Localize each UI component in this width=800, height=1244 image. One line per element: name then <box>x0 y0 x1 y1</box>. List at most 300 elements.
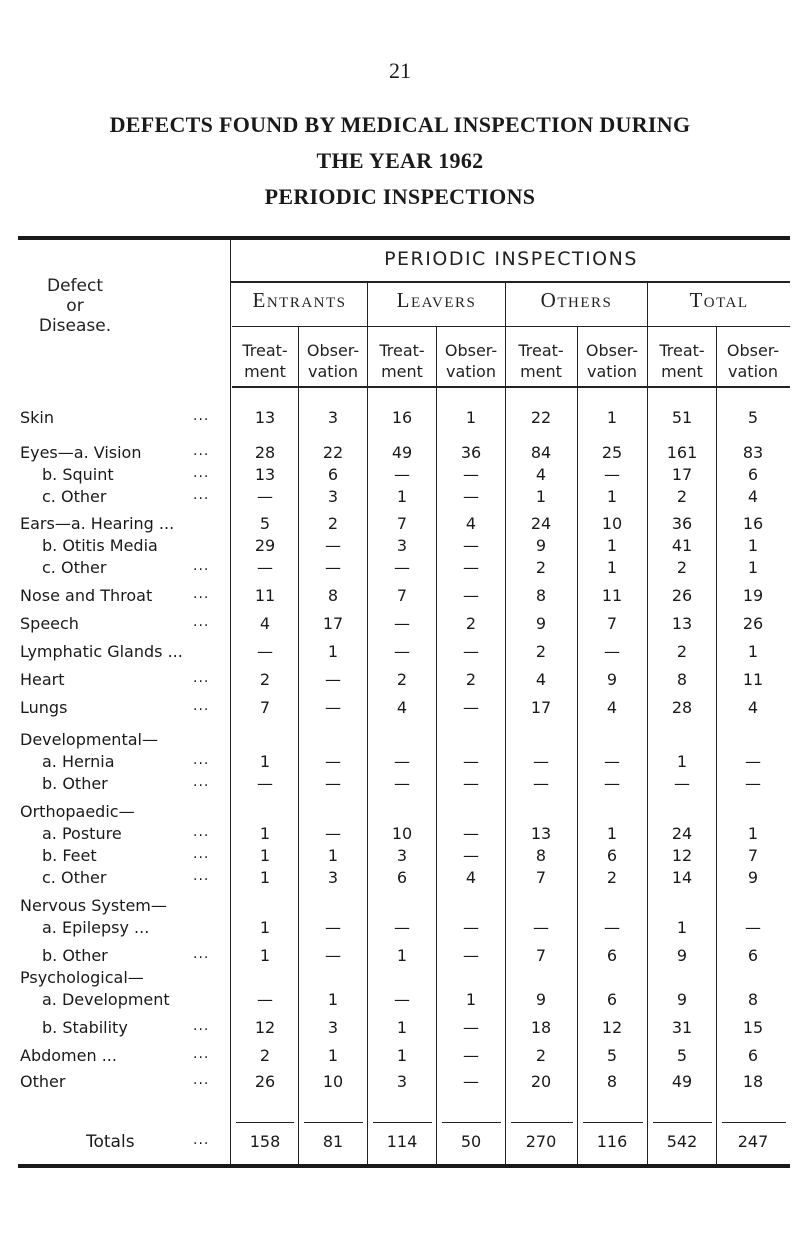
row-label: Abdomen ... <box>20 1046 117 1065</box>
table-cell: 1 <box>327 990 339 1009</box>
table-cell: 1 <box>747 642 759 661</box>
table-cell: — <box>533 918 549 937</box>
table-cell: 31 <box>671 1018 693 1037</box>
header-rule <box>230 281 790 283</box>
table-cell: — <box>394 642 410 661</box>
table-cell: 1 <box>259 846 271 865</box>
table-cell: — <box>394 614 410 633</box>
totals-label: Totals <box>86 1132 135 1152</box>
table-cell: 3 <box>327 1018 339 1037</box>
group-header-others: Others <box>540 288 613 312</box>
table-row <box>0 918 800 942</box>
table-cell: 9 <box>535 990 547 1009</box>
table-cell: 7 <box>606 614 618 633</box>
table-cell: — <box>463 824 479 843</box>
table-cell: 83 <box>742 443 764 462</box>
table-cell: 1 <box>259 946 271 965</box>
totals-cell: 542 <box>666 1132 698 1151</box>
table-cell: 51 <box>671 408 693 427</box>
table-cell: 4 <box>747 698 759 717</box>
table-section-heading <box>0 968 800 992</box>
table-cell: 10 <box>322 1072 344 1091</box>
table-cell: 1 <box>259 918 271 937</box>
subheader-observation <box>578 340 646 382</box>
totals-rule <box>653 1122 712 1123</box>
table-row <box>0 824 800 848</box>
table-cell: 1 <box>606 487 618 506</box>
table-row <box>0 846 800 870</box>
table-row <box>0 408 800 432</box>
leader-dots: ... <box>193 1046 210 1062</box>
leader-dots: ... <box>193 868 210 884</box>
table-row <box>0 487 800 511</box>
table-cell: 1 <box>606 536 618 555</box>
totals-cell: 247 <box>737 1132 769 1151</box>
row-label: a. Hernia <box>42 752 115 771</box>
table-cell: 5 <box>259 514 271 533</box>
table-cell: 1 <box>606 824 618 843</box>
table-row <box>0 670 800 694</box>
table-cell: 18 <box>530 1018 552 1037</box>
subheader-line: Treat- <box>379 341 425 360</box>
table-cell: 1 <box>396 946 408 965</box>
leader-dots: ... <box>193 465 210 481</box>
table-cell: 10 <box>601 514 623 533</box>
table-cell: 1 <box>259 824 271 843</box>
table-top-rule <box>18 236 790 240</box>
totals-cell: 270 <box>525 1132 557 1151</box>
table-cell: 1 <box>327 846 339 865</box>
leader-dots: ... <box>193 1072 210 1088</box>
subheader-observation <box>437 340 505 382</box>
totals-rule <box>583 1122 643 1123</box>
table-cell: 5 <box>606 1046 618 1065</box>
row-label: c. Other <box>42 558 107 577</box>
row-label: b. Other <box>42 774 108 793</box>
leader-dots: ... <box>193 946 210 962</box>
table-cell: 18 <box>742 1072 764 1091</box>
table-cell: 7 <box>396 586 408 605</box>
table-cell: 15 <box>742 1018 764 1037</box>
table-cell: 2 <box>535 558 547 577</box>
table-cell: 22 <box>530 408 552 427</box>
table-cell: 1 <box>259 752 271 771</box>
table-cell: 1 <box>606 408 618 427</box>
table-section-heading <box>0 730 800 754</box>
table-cell: 2 <box>465 670 477 689</box>
table-cell: 22 <box>322 443 344 462</box>
row-label: c. Other <box>42 487 107 506</box>
row-label: Nervous System— <box>20 896 167 915</box>
row-label: b. Squint <box>42 465 114 484</box>
subheader-line: vation <box>446 362 496 381</box>
table-row <box>0 698 800 722</box>
table-cell: — <box>325 752 341 771</box>
table-cell: 1 <box>747 536 759 555</box>
table-cell: 4 <box>396 698 408 717</box>
table-cell: — <box>463 1072 479 1091</box>
row-label: Developmental— <box>20 730 158 749</box>
table-cell: 7 <box>747 846 759 865</box>
row-label: Other <box>20 1072 66 1091</box>
defect-header-line: Defect <box>46 276 103 296</box>
table-cell: 9 <box>535 536 547 555</box>
defect-header-line: or <box>66 296 84 316</box>
title-line-1: DEFECTS FOUND BY MEDICAL INSPECTION DURING <box>109 112 691 137</box>
table-cell: — <box>533 774 549 793</box>
table-row <box>0 614 800 638</box>
row-label: c. Other <box>42 868 107 887</box>
table-cell: — <box>604 465 620 484</box>
totals-cell: 114 <box>386 1132 418 1151</box>
totals-rule <box>511 1122 573 1123</box>
table-cell: — <box>604 752 620 771</box>
table-cell: 36 <box>460 443 482 462</box>
row-label: Eyes—a. Vision <box>20 443 142 462</box>
table-cell: 28 <box>254 443 276 462</box>
table-cell: 3 <box>396 536 408 555</box>
table-cell: 2 <box>606 868 618 887</box>
table-cell: — <box>463 698 479 717</box>
table-cell: 26 <box>742 614 764 633</box>
table-cell: 2 <box>259 1046 271 1065</box>
row-label: a. Development <box>42 990 170 1009</box>
table-cell: 13 <box>671 614 693 633</box>
table-cell: 17 <box>322 614 344 633</box>
table-cell: — <box>533 752 549 771</box>
table-cell: — <box>394 918 410 937</box>
table-cell: 13 <box>254 408 276 427</box>
subheader-line: ment <box>520 362 562 381</box>
defect-header-line: Disease. <box>38 316 112 336</box>
table-row <box>0 1046 800 1070</box>
table-row <box>0 990 800 1014</box>
subheader-line: Obser- <box>444 341 498 360</box>
leader-dots: ... <box>193 487 210 503</box>
table-cell: — <box>463 846 479 865</box>
table-cell: — <box>325 946 341 965</box>
leader-dots: ... <box>193 670 210 686</box>
page-number: 21 <box>389 58 411 83</box>
table-row <box>0 1072 800 1096</box>
table-row <box>0 586 800 610</box>
totals-cell: 158 <box>249 1132 281 1151</box>
table-cell: 8 <box>327 586 339 605</box>
table-cell: 84 <box>530 443 552 462</box>
leader-dots: ... <box>193 1132 210 1148</box>
table-bottom-rule <box>18 1164 790 1168</box>
table-cell: — <box>257 774 273 793</box>
table-cell: 17 <box>530 698 552 717</box>
totals-row <box>0 1132 800 1156</box>
table-cell: 24 <box>530 514 552 533</box>
table-cell: — <box>463 946 479 965</box>
subheader-line: vation <box>587 362 637 381</box>
table-row <box>0 946 800 970</box>
table-cell: — <box>394 774 410 793</box>
table-cell: — <box>463 536 479 555</box>
table-cell: — <box>604 774 620 793</box>
table-cell: — <box>463 918 479 937</box>
leader-dots: ... <box>193 443 210 459</box>
subheader-line: vation <box>728 362 778 381</box>
table-cell: 16 <box>742 514 764 533</box>
leader-dots: ... <box>193 408 210 424</box>
table-section-heading <box>0 802 800 826</box>
row-label: Ears—a. Hearing ... <box>20 514 175 533</box>
table-cell: 1 <box>676 752 688 771</box>
table-cell: 3 <box>396 846 408 865</box>
table-cell: 6 <box>747 465 759 484</box>
header-rule <box>232 386 790 388</box>
table-cell: — <box>325 824 341 843</box>
table-cell: 8 <box>535 846 547 865</box>
table-cell: 1 <box>327 642 339 661</box>
row-label: b. Other <box>42 946 108 965</box>
table-cell: 1 <box>747 824 759 843</box>
table-row <box>0 774 800 798</box>
table-cell: 2 <box>535 1046 547 1065</box>
table-cell: 11 <box>254 586 276 605</box>
group-header-leavers: Leavers <box>396 288 477 312</box>
totals-rule <box>304 1122 363 1123</box>
table-cell: 4 <box>465 868 477 887</box>
row-label: Orthopaedic— <box>20 802 135 821</box>
leader-dots: ... <box>193 752 210 768</box>
table-cell: 10 <box>391 824 413 843</box>
table-cell: — <box>325 918 341 937</box>
table-row <box>0 868 800 892</box>
subheader-line: ment <box>244 362 286 381</box>
table-cell: — <box>257 642 273 661</box>
group-header-entrants: Entrants <box>252 288 347 312</box>
table-cell: — <box>257 487 273 506</box>
subheader-treatment <box>648 340 716 382</box>
table-cell: — <box>463 586 479 605</box>
subheader-treatment <box>231 340 299 382</box>
table-row <box>0 642 800 666</box>
table-cell: 9 <box>676 990 688 1009</box>
table-cell: — <box>463 642 479 661</box>
totals-cell: 116 <box>596 1132 628 1151</box>
totals-cell: 50 <box>460 1132 482 1151</box>
table-cell: 7 <box>396 514 408 533</box>
table-cell: 2 <box>676 642 688 661</box>
table-cell: — <box>394 465 410 484</box>
table-cell: 1 <box>465 408 477 427</box>
subheader-observation <box>299 340 367 382</box>
table-cell: — <box>325 698 341 717</box>
row-label: Psychological— <box>20 968 144 987</box>
table-cell: 1 <box>259 868 271 887</box>
table-cell: 26 <box>254 1072 276 1091</box>
table-cell: — <box>257 558 273 577</box>
table-cell: 9 <box>535 614 547 633</box>
table-cell: 13 <box>254 465 276 484</box>
table-cell: — <box>745 774 761 793</box>
subheader-line: Obser- <box>306 341 360 360</box>
table-row <box>0 1018 800 1042</box>
totals-rule <box>373 1122 432 1123</box>
table-cell: — <box>325 670 341 689</box>
table-cell: — <box>394 752 410 771</box>
table-cell: — <box>394 558 410 577</box>
table-cell: 1 <box>396 487 408 506</box>
table-cell: — <box>325 774 341 793</box>
table-cell: — <box>674 774 690 793</box>
table-cell: 7 <box>535 868 547 887</box>
table-cell: — <box>257 990 273 1009</box>
totals-rule <box>722 1122 786 1123</box>
table-cell: — <box>463 558 479 577</box>
table-cell: 1 <box>396 1046 408 1065</box>
row-label: a. Epilepsy ... <box>42 918 150 937</box>
table-row <box>0 443 800 467</box>
defect-column-header <box>20 276 130 336</box>
table-cell: 11 <box>601 586 623 605</box>
table-cell: 2 <box>676 487 688 506</box>
table-cell: 14 <box>671 868 693 887</box>
leader-dots: ... <box>193 1018 210 1034</box>
title-line-2: THE YEAR 1962 <box>316 148 484 173</box>
table-cell: — <box>463 1046 479 1065</box>
subheader-line: Obser- <box>585 341 639 360</box>
table-cell: 1 <box>396 1018 408 1037</box>
table-cell: 5 <box>676 1046 688 1065</box>
subheader-line: Treat- <box>242 341 288 360</box>
table-cell: 8 <box>606 1072 618 1091</box>
row-label: b. Stability <box>42 1018 128 1037</box>
table-cell: 26 <box>671 586 693 605</box>
leader-dots: ... <box>193 824 210 840</box>
table-cell: 12 <box>601 1018 623 1037</box>
group-header-total: Total <box>689 288 749 312</box>
table-cell: 2 <box>259 670 271 689</box>
table-cell: 9 <box>676 946 688 965</box>
header-rule <box>232 326 790 327</box>
table-cell: 11 <box>742 670 764 689</box>
table-cell: 12 <box>671 846 693 865</box>
table-cell: 4 <box>535 670 547 689</box>
subheader-observation <box>719 340 787 382</box>
leader-dots: ... <box>193 614 210 630</box>
table-cell: 4 <box>259 614 271 633</box>
table-row <box>0 558 800 582</box>
table-cell: 6 <box>606 846 618 865</box>
table-cell: — <box>394 990 410 1009</box>
leader-dots: ... <box>193 586 210 602</box>
table-cell: 3 <box>396 1072 408 1091</box>
subheader-treatment <box>507 340 575 382</box>
periodic-inspections-heading: PERIODIC INSPECTIONS <box>384 248 638 270</box>
table-cell: 16 <box>391 408 413 427</box>
table-cell: — <box>463 1018 479 1037</box>
row-label: b. Otitis Media <box>42 536 158 555</box>
table-cell: 49 <box>671 1072 693 1091</box>
table-row <box>0 514 800 538</box>
table-cell: 2 <box>465 614 477 633</box>
table-cell: 13 <box>530 824 552 843</box>
table-cell: 41 <box>671 536 693 555</box>
table-cell: 2 <box>676 558 688 577</box>
table-cell: 6 <box>747 1046 759 1065</box>
row-label: Lungs <box>20 698 68 717</box>
table-cell: 3 <box>327 408 339 427</box>
table-row <box>0 752 800 776</box>
leader-dots: ... <box>193 774 210 790</box>
table-cell: — <box>463 465 479 484</box>
subheader-line: ment <box>661 362 703 381</box>
table-cell: 8 <box>747 990 759 1009</box>
row-label: Lymphatic Glands ... <box>20 642 183 661</box>
table-cell: 7 <box>535 946 547 965</box>
table-cell: 1 <box>535 487 547 506</box>
subheader-treatment <box>368 340 436 382</box>
table-row <box>0 536 800 560</box>
totals-rule <box>442 1122 501 1123</box>
table-cell: 20 <box>530 1072 552 1091</box>
table-cell: — <box>745 918 761 937</box>
table-row <box>0 465 800 489</box>
table-cell: 7 <box>259 698 271 717</box>
row-label: b. Feet <box>42 846 97 865</box>
table-cell: 8 <box>535 586 547 605</box>
table-cell: 12 <box>254 1018 276 1037</box>
table-cell: 49 <box>391 443 413 462</box>
table-cell: 19 <box>742 586 764 605</box>
totals-rule <box>236 1122 294 1123</box>
subheader-line: Treat- <box>659 341 705 360</box>
table-cell: 9 <box>747 868 759 887</box>
row-label: Nose and Throat <box>20 586 153 605</box>
row-label: a. Posture <box>42 824 122 843</box>
table-cell: — <box>325 558 341 577</box>
table-cell: 6 <box>606 990 618 1009</box>
table-cell: — <box>463 774 479 793</box>
title-line-3: PERIODIC INSPECTIONS <box>264 184 536 209</box>
table-cell: 9 <box>606 670 618 689</box>
table-cell: 4 <box>606 698 618 717</box>
table-cell: — <box>604 918 620 937</box>
row-label: Heart <box>20 670 65 689</box>
table-cell: 1 <box>747 558 759 577</box>
subheader-line: vation <box>308 362 358 381</box>
leader-dots: ... <box>193 846 210 862</box>
table-cell: 3 <box>327 487 339 506</box>
table-cell: — <box>604 642 620 661</box>
table-cell: 161 <box>666 443 698 462</box>
totals-cell: 81 <box>322 1132 344 1151</box>
table-cell: 29 <box>254 536 276 555</box>
table-cell: 8 <box>676 670 688 689</box>
table-cell: 2 <box>535 642 547 661</box>
table-cell: 6 <box>606 946 618 965</box>
row-label: Speech <box>20 614 79 633</box>
table-cell: — <box>463 487 479 506</box>
table-cell: 25 <box>601 443 623 462</box>
leader-dots: ... <box>193 698 210 714</box>
table-cell: 5 <box>747 408 759 427</box>
table-cell: 24 <box>671 824 693 843</box>
table-cell: 6 <box>747 946 759 965</box>
table-cell: 6 <box>327 465 339 484</box>
row-label: Skin <box>20 408 55 427</box>
table-cell: — <box>325 536 341 555</box>
table-cell: 28 <box>671 698 693 717</box>
table-cell: 1 <box>676 918 688 937</box>
table-cell: 2 <box>396 670 408 689</box>
subheader-line: Obser- <box>726 341 780 360</box>
